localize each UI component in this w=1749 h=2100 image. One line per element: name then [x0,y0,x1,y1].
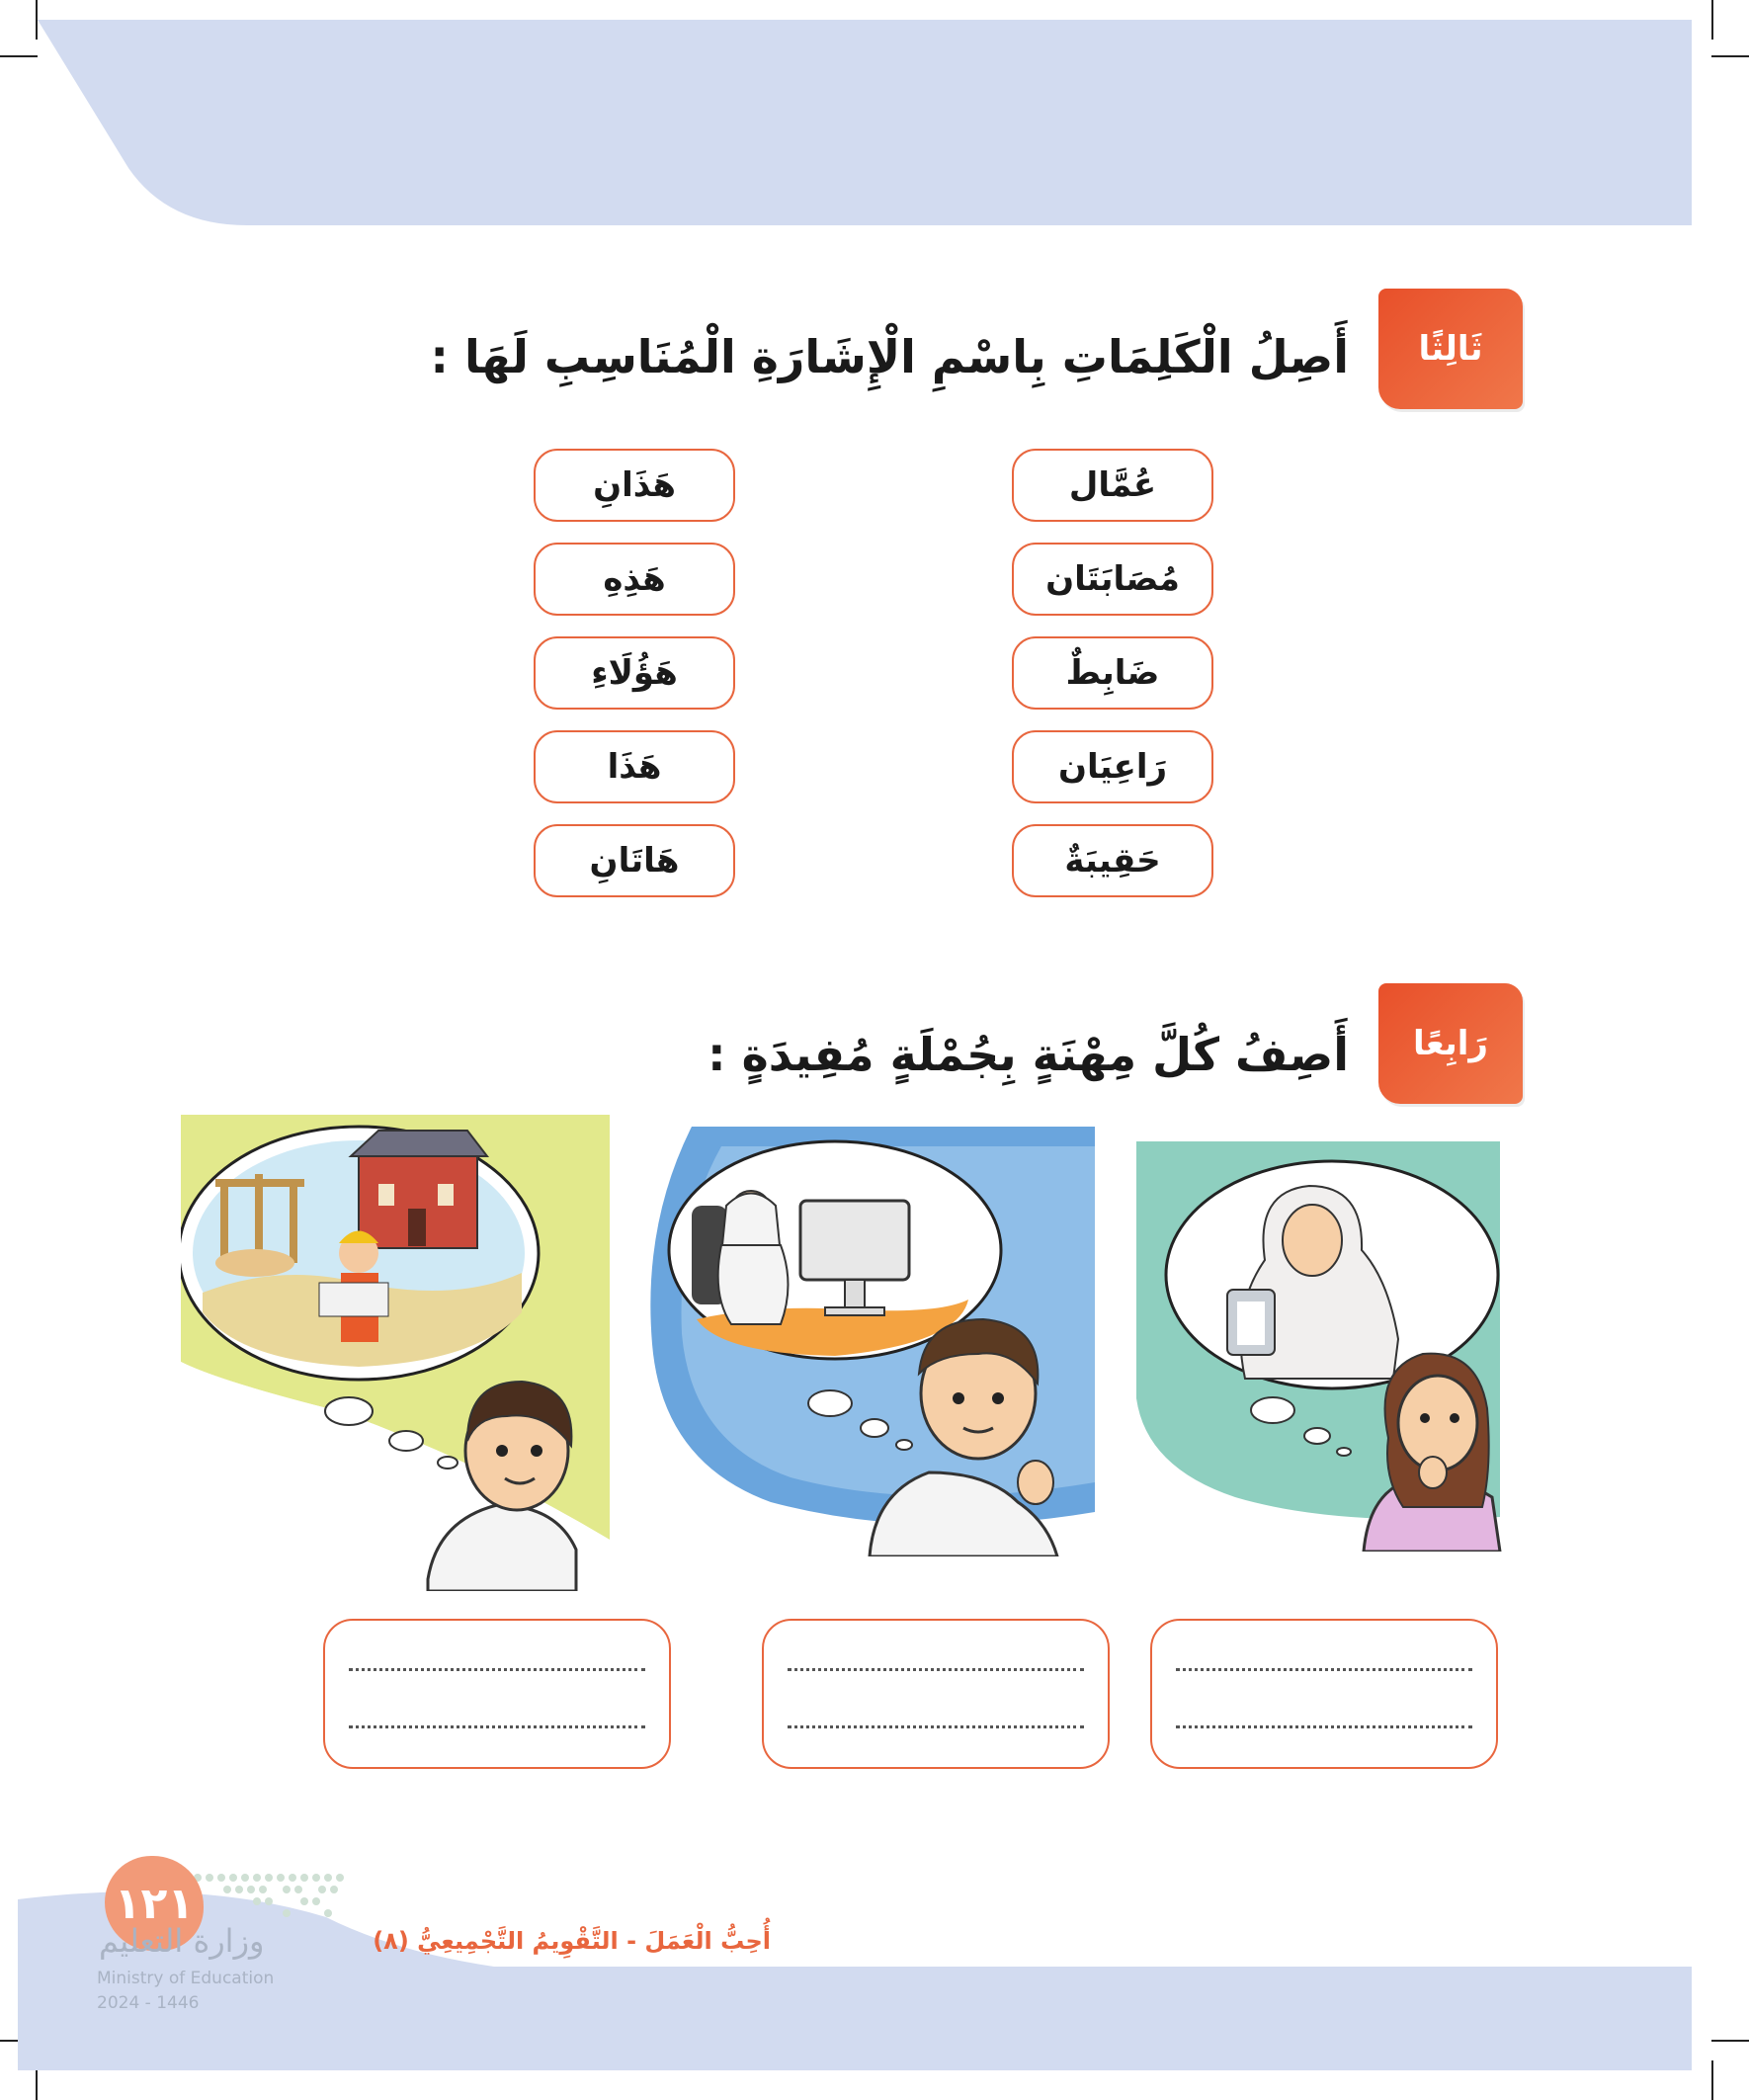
dotted-line [788,1668,1084,1671]
word-pill[interactable]: مُصَابَتَان [1012,543,1213,616]
dotted-line [349,1725,645,1728]
word-pill[interactable]: رَاعِيَان [1012,730,1213,803]
answer-box-right[interactable] [1150,1619,1498,1769]
header-band [0,0,1749,237]
word-pill[interactable]: حَقِيبَةٌ [1012,824,1213,897]
dotted-line [349,1668,645,1671]
demonstrative-pill[interactable]: هَؤُلَاءِ [534,636,735,710]
demonstrative-pill[interactable]: هَذَانِ [534,449,735,522]
section-four-badge: رَابِعًا [1378,983,1523,1104]
answer-box-middle[interactable] [762,1619,1110,1769]
footer-title: أُحِبُّ الْعَمَلَ - التَّقْوِيمُ التَّجْمِيعِيُّ (٨) [373,1927,771,1955]
ministry-year: 2024 - 1446 [97,1993,200,2013]
ministry-name-ar: وزارة التعليم [99,1922,265,1960]
word-pill[interactable]: ضَابِطٌ [1012,636,1213,710]
section-three-badge: ثَالِثًا [1378,289,1523,409]
section-four-title: أَصِفُ كُلَّ مِهْنَةٍ بِجُمْلَةٍ مُفِيدَةٍ : [708,1028,1349,1081]
dotted-line [1176,1725,1472,1728]
dotted-line [1176,1668,1472,1671]
office-employee-picture [623,1127,1097,1556]
page-number: ١٢١ [105,1856,204,1951]
dotted-line [788,1725,1084,1728]
demonstrative-pill[interactable]: هَاتَانِ [534,824,735,897]
word-pill[interactable]: عُمَّال [1012,449,1213,522]
section-three-title: أَصِلُ الْكَلِمَاتِ بِاسْمِ الْإِشَارَةِ الْمُنَاسِبِ لَهَا : [430,330,1349,383]
female-doctor-picture [1136,1141,1502,1552]
ministry-logo-dots [188,1858,356,1927]
demonstrative-pill[interactable]: هَذَا [534,730,735,803]
answer-box-left[interactable] [323,1619,671,1769]
demonstrative-pill[interactable]: هَذِهِ [534,543,735,616]
ministry-name-en: Ministry of Education [97,1969,275,1988]
construction-engineer-picture [181,1115,612,1591]
